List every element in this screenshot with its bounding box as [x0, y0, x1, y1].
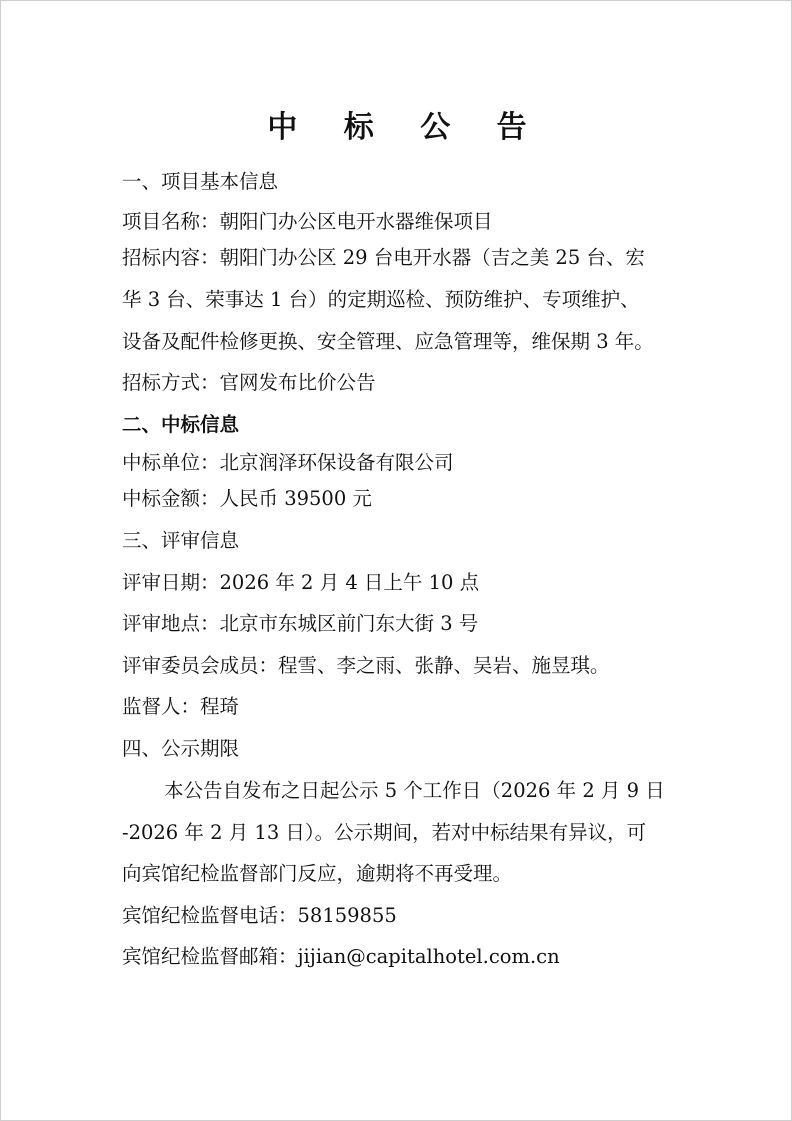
section-1-heading: 一、项目基本信息 [122, 170, 279, 193]
bid-content-line-2: 华 3 台、荣事达 1 台）的定期巡检、预防维护、专项维护、 [122, 288, 640, 311]
winning-amount: 中标金额：人民币 39500 元 [122, 487, 372, 510]
page-title: 中 标 公 告 [267, 110, 545, 145]
supervisor: 监督人：程琦 [122, 695, 240, 718]
review-date: 评审日期：2026 年 2 月 4 日上午 10 点 [122, 571, 480, 594]
supervision-phone: 宾馆纪检监督电话：58159855 [122, 904, 397, 927]
project-name: 项目名称：朝阳门办公区电开水器维保项目 [122, 210, 493, 233]
bid-content-line-1: 招标内容：朝阳门办公区 29 台电开水器（吉之美 25 台、宏 [122, 246, 645, 269]
review-place: 评审地点：北京市东城区前门东大街 3 号 [122, 612, 479, 635]
notice-paragraph-line-1: 本公告自发布之日起公示 5 个工作日（2026 年 2 月 9 日 [164, 779, 665, 802]
bid-method: 招标方式：官网发布比价公告 [122, 371, 376, 394]
notice-paragraph-line-2: -2026 年 2 月 13 日）。公示期间，若对中标结果有异议，可 [122, 821, 647, 844]
winning-company: 中标单位：北京润泽环保设备有限公司 [122, 451, 454, 474]
supervision-email: 宾馆纪检监督邮箱：jijian@capitalhotel.com.cn [122, 945, 560, 968]
notice-paragraph-line-3: 向宾馆纪检监督部门反应，逾期将不再受理。 [122, 862, 513, 885]
review-committee: 评审委员会成员：程雪、李之雨、张静、吴岩、施昱琪。 [122, 654, 610, 677]
section-4-heading: 四、公示期限 [122, 737, 240, 760]
section-3-heading: 三、评审信息 [122, 529, 240, 552]
section-2-heading: 二、中标信息 [122, 413, 240, 436]
bid-content-line-3: 设备及配件检修更换、安全管理、应急管理等，维保期 3 年。 [122, 330, 654, 353]
